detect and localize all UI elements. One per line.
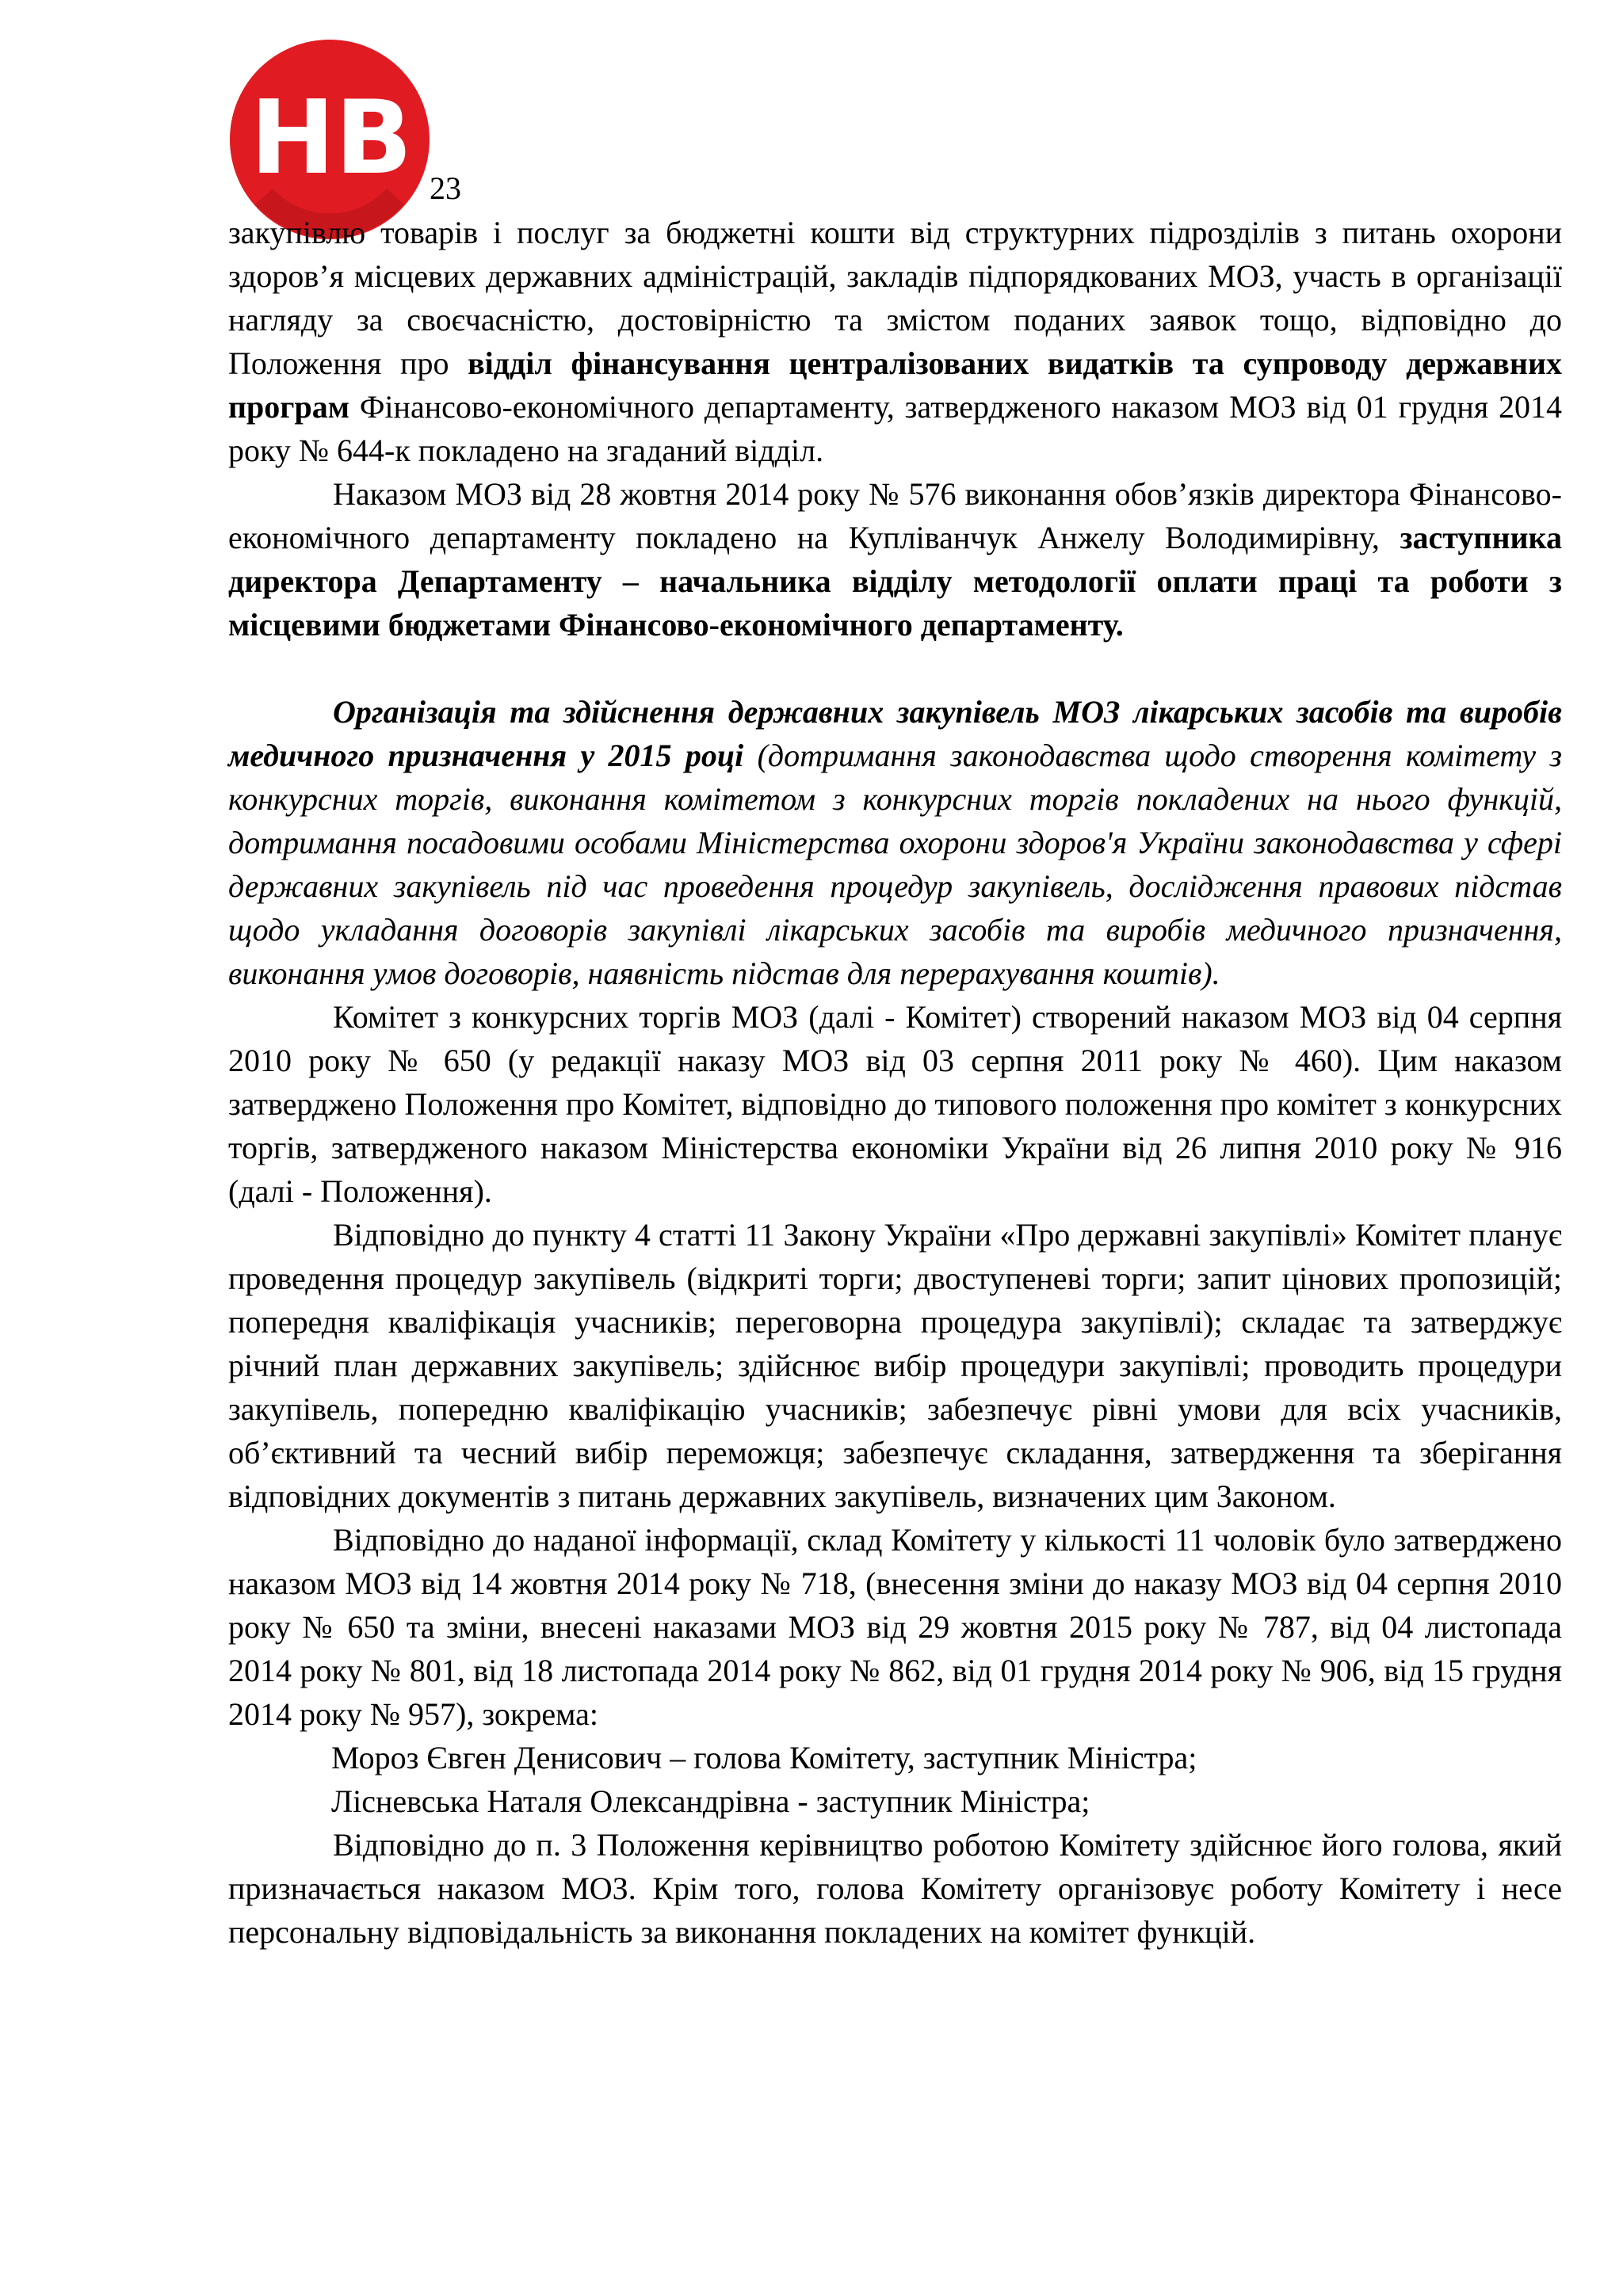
paragraph-5: Відповідно до пункту 4 статті 11 Закону України «Про державні закупівлі» Комітет планує проведення процедур закупівель (відкриті торги; двоступеневі торги; запит цінових пропозицій; попередня кваліфікація учасників; переговорна процедура закупівлі); складає та затверджує річний план державних закупівель; здійснює вибір процедури закупівлі; проводить процедури закупівель, попередню кваліфікацію учасників; забезпечує рівні умови для всіх учасників, об’єктивний та чесний вибір переможця; забезпечує складання, затвердження та зберігання відповідних документів з питань державних закупівель, визначених цим Законом. [228, 1217, 1562, 1514]
section-heading: Організація та здійснення державних закупівель МОЗ лікарських засобів та виробів медичного призначення у 2015 році [228, 694, 1562, 773]
paragraph-2-bold: заступника директора Департаменту – начальника відділу методології оплати праці та роботи з місцевими бюджетами Фінансово-економічного департаменту. [228, 520, 1562, 643]
page-number: 23 [430, 170, 461, 206]
paragraph-1 [228, 211, 1562, 472]
paragraph-2-text: Наказом МОЗ від 28 жовтня 2014 року № 576 виконання обов’язків директора Фінансово-економічного департаменту покладено на Купліванчук Анжелу Володимирівну, [228, 476, 1562, 555]
committee-member-2: Лісневська Наталя Олександрівна - заступник Міністра; [331, 1783, 1090, 1819]
paragraph-6: Відповідно до наданої інформації, склад Комітету у кількості 11 чоловік було затверджено наказом МОЗ від 14 жовтня 2014 року № 718, (внесення зміни до наказу МОЗ від 04 серпня 2010 року № 650 та зміни, внесені наказами МОЗ від 29 жовтня 2015 року № 787, від 04 листопада 2014 року № 801, від 18 листопада 2014 року № 862, від 01 грудня 2014 року № 906, від 15 грудня 2014 року № 957), зокрема: [228, 1522, 1562, 1732]
logo-text: НВ [250, 79, 413, 197]
section-heading-paragraph [228, 690, 1562, 995]
committee-member-1: Мороз Євген Денисович – голова Комітету, заступник Міністра; [331, 1740, 1197, 1775]
paragraph-1-text-b: Фінансово-економічного департаменту, затвердженого наказом МОЗ від 01 грудня 2014 року № 644-к покладено на згаданий відділ. [228, 389, 1562, 468]
document-body [228, 211, 1562, 1954]
paragraph-4: Комітет з конкурсних торгів МОЗ (далі - Комітет) створений наказом МОЗ від 04 серпня 2010 року № 650 (у редакції наказу МОЗ від 03 серпня 2011 року № 460). Цим наказом затверджено Положення про Комітет, відповідно до типового положення про комітет з конкурсних торгів, затвердженого наказом Міністерства економіки України від 26 липня 2010 року № 916 (далі - Положення). [228, 999, 1562, 1209]
paragraph-1-text-a: закупівлю товарів і послуг за бюджетні кошти від структурних підрозділів з питань охорони здоров’я місцевих державних адміністрацій, закладів підпорядкованих МОЗ, участь в організації нагляду за своєчасністю, достовірністю та змістом поданих заявок тощо, відповідно до Положення про [228, 215, 1562, 381]
paragraph-1-bold: відділ фінансування централізованих видатків та супроводу державних програм [228, 345, 1562, 425]
paragraph-7: Відповідно до п. 3 Положення керівництво роботою Комітету здійснює його голова, який призначається наказом МОЗ. Крім того, голова Комітету організовує роботу Комітету і несе персональну відповідальність за виконання покладених на комітет функцій. [228, 1827, 1562, 1950]
paragraph-2 [228, 472, 1562, 646]
section-heading-note: (дотримання законодавства щодо створення комітету з конкурсних торгів, виконання комітетом з конкурсних торгів покладених на нього функцій, дотримання посадовими особами Міністерства охорони здоров'я України законодавства у сфері державних закупівель під час проведення процедур закупівель, дослідження правових підстав щодо укладання договорів закупівлі лікарських засобів та виробів медичного призначення, виконання умов договорів, наявність підстав для перерахування коштів). [228, 738, 1562, 991]
